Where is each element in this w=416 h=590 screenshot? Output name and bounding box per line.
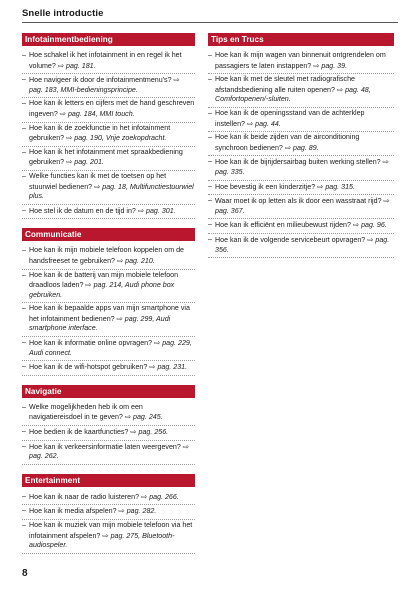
- question-text: Hoe kan ik met de sleutel met radiografische afstandsbediening alle ruiten openen?: [215, 75, 355, 94]
- arrow-right-icon: ⇨: [116, 313, 123, 323]
- list-item: [22, 492, 195, 506]
- question-text: Hoe kan ik het infotainment met spraakbediening gebruiken?: [29, 147, 183, 167]
- arrow-right-icon: ⇨: [182, 441, 189, 451]
- question-text: Hoe kan ik de batterij van mijn mobiele telefoon draadloos laden?: [29, 270, 179, 290]
- list-item: [22, 362, 195, 376]
- arrow-right-icon: ⇨: [57, 60, 65, 70]
- list-item: [22, 148, 195, 171]
- page-reference-link[interactable]: pag. 44.: [255, 119, 281, 128]
- section-infotainmentbediening: [22, 33, 195, 219]
- section-communicatie: [22, 228, 195, 376]
- section-heading: Communicatie: [22, 228, 195, 241]
- list-item: [208, 182, 394, 196]
- list-dash: –: [22, 123, 26, 132]
- list-item: [208, 157, 394, 180]
- section-heading: Entertainment: [22, 474, 195, 487]
- question-text: Hoe kan ik media afspelen?: [29, 507, 117, 516]
- list-item: [22, 506, 195, 520]
- list-item: [208, 196, 394, 219]
- question-text: Hoe kan ik beide zijden van de airconditioning synchroon bedienen?: [215, 133, 360, 152]
- arrow-right-icon: ⇨: [118, 506, 125, 516]
- arrow-right-icon: ⇨: [141, 491, 148, 501]
- question-text: Hoe kan ik bepaalde apps van mijn smartphone via het infotainment bedienen?: [29, 304, 190, 323]
- list-dash: –: [22, 304, 26, 313]
- list-dash: –: [22, 506, 26, 515]
- page-reference-link[interactable]: pag. 256.: [138, 428, 169, 437]
- arrow-right-icon: ⇨: [367, 234, 374, 244]
- question-text: Welke mogelijkheden heb ik om een navigatiereisdoel in te geven?: [29, 402, 143, 422]
- arrow-right-icon: ⇨: [173, 75, 180, 85]
- list-dash: –: [208, 133, 212, 142]
- list-item: [208, 220, 394, 234]
- page-reference-link[interactable]: pag. 275, Bluetooth-audiospeler.: [29, 531, 175, 550]
- page-reference-link[interactable]: pag. 231.: [157, 363, 188, 372]
- section-heading: Infotainmentbediening: [22, 33, 195, 46]
- list-dash: –: [208, 108, 212, 117]
- list-dash: –: [208, 157, 212, 166]
- arrow-right-icon: ⇨: [352, 220, 360, 230]
- page-reference-link[interactable]: pag. 214, Audi phone box gebruiken.: [29, 281, 175, 299]
- page-reference-link[interactable]: pag. 184, MMI touch.: [67, 109, 135, 118]
- question-text: Hoe kan ik verkeersinformatie laten weergeven?: [29, 442, 181, 451]
- question-text: Hoe kan ik de openingsstand van de achterklep instellen?: [215, 108, 365, 128]
- page-number: 8: [22, 568, 28, 579]
- arrow-right-icon: ⇨: [59, 108, 66, 118]
- right-column: [208, 33, 394, 267]
- question-text: Hoe kan ik de wifi-hotspot gebruiken?: [29, 363, 148, 372]
- page-reference-link[interactable]: pag. 301.: [146, 206, 176, 215]
- section-navigatie: [22, 385, 195, 465]
- list-dash: –: [22, 491, 26, 500]
- arrow-right-icon: ⇨: [116, 255, 124, 265]
- question-text: Hoe kan ik letters en cijfers met de hand geschreven ingeven?: [29, 99, 195, 118]
- list-item: [208, 75, 394, 108]
- arrow-right-icon: ⇨: [284, 142, 292, 152]
- page-reference-link[interactable]: pag. 183, MMI-bedieningsprincipe.: [29, 85, 138, 94]
- list-dash: –: [22, 171, 26, 180]
- page-reference-link[interactable]: pag. 229, Audi connect.: [29, 339, 192, 357]
- arrow-right-icon: ⇨: [246, 118, 254, 128]
- list-item: [22, 99, 195, 122]
- page-reference-link[interactable]: pag. 245.: [133, 413, 163, 422]
- page-reference-link[interactable]: pag. 315.: [325, 182, 355, 191]
- page-reference-link[interactable]: pag. 89.: [293, 143, 319, 152]
- list-dash: –: [22, 338, 26, 347]
- list-item: [22, 403, 195, 426]
- list-dash: –: [208, 181, 212, 190]
- list-item: [208, 51, 394, 74]
- list-dash: –: [22, 147, 26, 156]
- arrow-right-icon: ⇨: [336, 84, 344, 94]
- list-dash: –: [208, 220, 212, 229]
- page-reference-link[interactable]: pag. 335.: [215, 167, 245, 176]
- arrow-right-icon: ⇨: [137, 205, 145, 215]
- question-text: Hoe kan ik de volgende servicebeurt opvragen?: [215, 235, 366, 244]
- page-reference-link[interactable]: pag. 48, Comfortopenen/-sluiten.: [215, 85, 371, 104]
- page-reference-link[interactable]: pag. 356.: [215, 235, 390, 254]
- list-dash: –: [208, 75, 212, 84]
- page-reference-link[interactable]: pag. 367.: [215, 206, 245, 215]
- page-reference-link[interactable]: pag. 201.: [74, 158, 104, 167]
- list-dash: –: [22, 205, 26, 214]
- question-text: Hoe kan ik informatie online opvragen?: [29, 339, 153, 348]
- page-reference-link[interactable]: pag. 39.: [321, 61, 348, 70]
- page-reference-link[interactable]: pag. 190, Vrije zoekopdracht.: [74, 134, 167, 143]
- arrow-right-icon: ⇨: [149, 362, 156, 372]
- list-dash: –: [22, 521, 26, 529]
- arrow-right-icon: ⇨: [382, 157, 389, 167]
- list-dash: –: [22, 427, 26, 436]
- list-item: [22, 51, 195, 74]
- section-entertainment: [22, 474, 195, 554]
- question-text: Hoe stel ik de datum en de tijd in?: [29, 206, 136, 215]
- question-text: Waar moet ik op letten als ik door een wasstraat rijd?: [215, 197, 382, 206]
- page-title: Snelle introductie: [22, 8, 104, 19]
- list-item: [22, 521, 195, 554]
- arrow-right-icon: ⇨: [154, 338, 161, 348]
- list-item: [208, 235, 394, 258]
- section-heading: Tips en Trucs: [208, 33, 394, 46]
- arrow-right-icon: ⇨: [66, 157, 73, 167]
- list-dash: –: [208, 234, 212, 243]
- list-item: [208, 133, 394, 156]
- list-dash: –: [22, 246, 26, 255]
- question-text: Welke functies kan ik met de toetsen op het stuurwiel bedienen?: [29, 171, 167, 191]
- list-dash: –: [22, 51, 26, 59]
- arrow-right-icon: ⇨: [383, 196, 390, 206]
- page-reference-link[interactable]: pag. 262.: [29, 452, 59, 461]
- list-item: [22, 75, 195, 98]
- question-text: Hoe kan ik mijn mobiele telefoon koppelen om de handsfreeset te gebruiken?: [29, 246, 184, 265]
- page-reference-link[interactable]: pag. 299, Audi smartphone interface.: [29, 314, 171, 333]
- list-item: [22, 271, 195, 304]
- list-item: [22, 338, 195, 361]
- page-reference-link[interactable]: pag. 282.: [126, 507, 157, 516]
- list-item: [22, 246, 195, 269]
- arrow-right-icon: ⇨: [102, 530, 109, 540]
- page-reference-link[interactable]: pag. 181.: [66, 61, 96, 70]
- list-dash: –: [208, 51, 212, 59]
- list-item: [22, 124, 195, 147]
- list-item: [22, 206, 195, 220]
- list-dash: –: [22, 362, 26, 371]
- question-text: Hoe kan ik de zoekfunctie in het infotainment gebruiken?: [29, 123, 171, 143]
- list-dash: –: [22, 270, 26, 279]
- question-text: Hoe bedien ik de kaartfuncties?: [29, 428, 129, 437]
- arrow-right-icon: ⇨: [85, 280, 92, 290]
- question-text: Hoe kan ik de bijrijdersairbag buiten werking stellen?: [215, 158, 381, 167]
- section-heading: Navigatie: [22, 385, 195, 398]
- question-text: Hoe kan ik mijn wagen van binnenuit ontgrendelen om passagiers te laten instappen?: [215, 51, 386, 70]
- list-item: [22, 172, 195, 205]
- list-dash: –: [22, 99, 26, 108]
- list-item: [22, 304, 195, 337]
- arrow-right-icon: ⇨: [66, 133, 73, 143]
- page-reference-link[interactable]: pag. 18, Multifunctiestuurwiel plus.: [29, 182, 194, 201]
- question-text: Hoe kan ik muziek van mijn mobiele telefoon via het infotainment afspelen?: [29, 521, 193, 540]
- left-column: [22, 33, 195, 563]
- arrow-right-icon: ⇨: [124, 412, 132, 422]
- list-item: [22, 427, 195, 441]
- arrow-right-icon: ⇨: [313, 60, 320, 70]
- question-text: Hoe kan ik naar de radio luisteren?: [29, 492, 140, 501]
- list-dash: –: [208, 196, 212, 205]
- question-text: Hoe bevestig ik een kinderzitje?: [215, 182, 316, 191]
- page-reference-link[interactable]: pag. 210.: [125, 256, 155, 265]
- list-dash: –: [22, 441, 26, 450]
- section-tips-en-trucs: [208, 33, 394, 258]
- page-reference-link[interactable]: pag. 266.: [149, 492, 179, 501]
- list-item: [208, 109, 394, 132]
- question-text: Hoe navigeer ik door de infotainmentmenu's?: [29, 76, 172, 85]
- list-dash: –: [22, 75, 26, 84]
- question-text: Hoe schakel ik het infotainment in en regel ik het volume?: [29, 51, 182, 70]
- arrow-right-icon: ⇨: [130, 427, 137, 437]
- title-divider: [22, 22, 398, 23]
- list-item: [22, 442, 195, 465]
- question-text: Hoe kan ik efficiënt en milieubewust rijden?: [215, 221, 351, 230]
- arrow-right-icon: ⇨: [317, 181, 324, 191]
- list-dash: –: [22, 402, 26, 411]
- page-reference-link[interactable]: pag. 96.: [361, 221, 387, 230]
- arrow-right-icon: ⇨: [94, 181, 101, 191]
